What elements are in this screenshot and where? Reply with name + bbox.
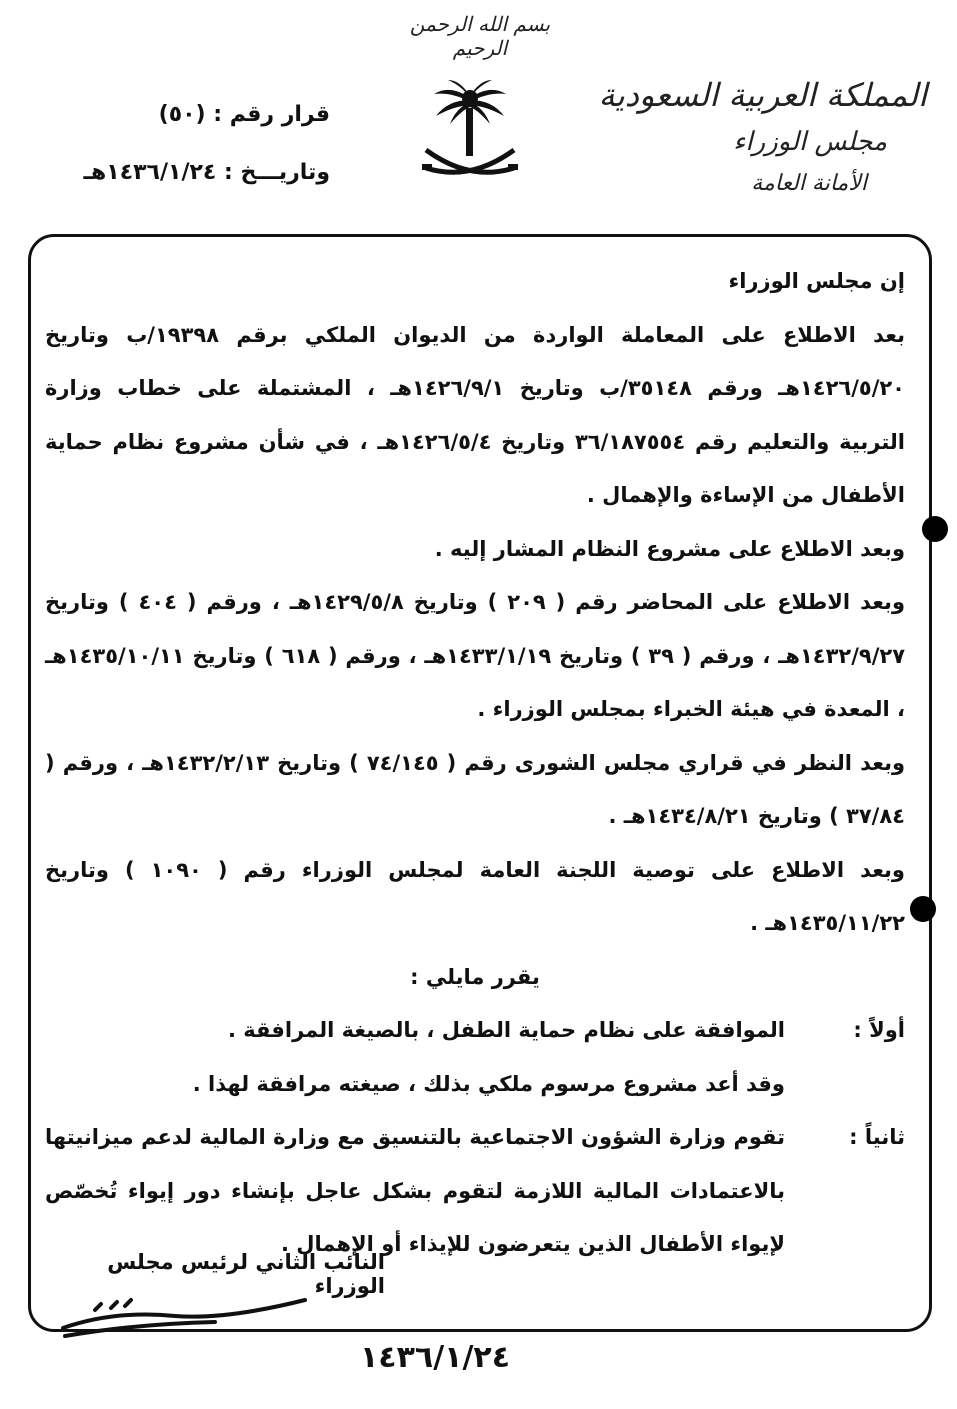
decision-item-first <box>45 1004 905 1058</box>
paragraph-royal-court: بعد الاطلاع على المعاملة الواردة من الديوان الملكي برقم ١٩٣٩٨/ب وتاريخ ١٤٢٦/٥/٢٠هـ ورقم ٣٥١٤٨/ب وتاريخ ١٤٢٦/٩/١هـ ، المشتملة على خطاب وزارة التربية والتعليم رقم ٣٦/١٨٧٥٥٤ وتاريخ ١٤٢٦/٥/٤هـ ، في شأن مشروع نظام حماية الأطفال من الإساءة والإهمال . <box>45 322 905 507</box>
decision-info <box>30 90 330 206</box>
paragraph-shura: وبعد النظر في قراري مجلس الشورى رقم ( ٧٤/١٤٥ ) وتاريخ ١٤٣٢/٢/١٣هـ ، ورقم ( ٣٧/٨٤ ) وتاريخ ١٤٣٤/٨/٢١هـ . <box>45 750 906 828</box>
council-name: مجلس الوزراء <box>733 127 887 157</box>
item-second-text: تقوم وزارة الشؤون الاجتماعية بالتنسيق مع وزارة المالية لدعم ميزانيتها بالاعتمادات المالية اللازمة لتقوم بشكل عاجل بإنشاء دور إيواء تُخصّص لإيواء الأطفال الذين يتعرضون للإيذاء أو الإهمال . <box>45 1125 785 1256</box>
binder-hole-lower <box>910 896 936 922</box>
decision-item-second <box>45 1111 905 1272</box>
handwritten-date: ١٤٣٦/١/٢٤ <box>359 1340 511 1375</box>
paragraph-committee: وبعد الاطلاع على توصية اللجنة العامة لمجلس الوزراء رقم ( ١٠٩٠ ) وتاريخ ١٤٣٥/١١/٢٢هـ . <box>45 857 905 935</box>
document-body <box>45 255 905 1272</box>
intro-line: إن مجلس الوزراء <box>728 269 905 293</box>
decision-number: قرار رقم : (٥٠) <box>158 102 330 127</box>
handwritten-signature-icon <box>55 1280 315 1340</box>
item-first-label: أولاً : <box>853 1018 905 1042</box>
signatory-title: النائب الثاني لرئيس مجلس الوزراء <box>107 1250 385 1298</box>
kingdom-name: المملكة العربية السعودية <box>598 76 927 114</box>
basmala-heading: بسم الله الرحمن الرحيم <box>409 12 551 60</box>
letterhead-org <box>597 70 927 204</box>
binder-hole-upper <box>922 516 948 542</box>
decision-date: وتاريـــخ : ١٤٣٦/١/٢٤هـ <box>83 160 330 185</box>
item-second-label: ثانياً : <box>849 1125 905 1149</box>
item-first-note: وقد أعد مشروع مرسوم ملكي بذلك ، صيغته مرافقة لهذا . <box>192 1071 785 1096</box>
secretariat-name: الأمانة العامة <box>751 171 867 196</box>
decides-heading: يقرر مايلي : <box>410 964 540 989</box>
paragraph-draft-system: وبعد الاطلاع على مشروع النظام المشار إليه . <box>434 536 905 561</box>
item-first-text: الموافقة على نظام حماية الطفل ، بالصيغة المرافقة . <box>227 1018 785 1042</box>
paragraph-minutes: وبعد الاطلاع على المحاضر رقم ( ٢٠٩ ) وتاريخ ١٤٢٩/٥/٨هـ ، ورقم ( ٤٠٤ ) وتاريخ ١٤٣٢/٩/٢٧هـ ، ورقم ( ٣٩ ) وتاريخ ١٤٣٣/١/١٩هـ ، ورقم ( ٦١٨ ) وتاريخ ١٤٣٥/١٠/١١هـ ، المعدة في هيئة الخبراء بمجلس الوزراء . <box>45 590 906 721</box>
palm-swords-emblem-icon <box>420 78 520 190</box>
